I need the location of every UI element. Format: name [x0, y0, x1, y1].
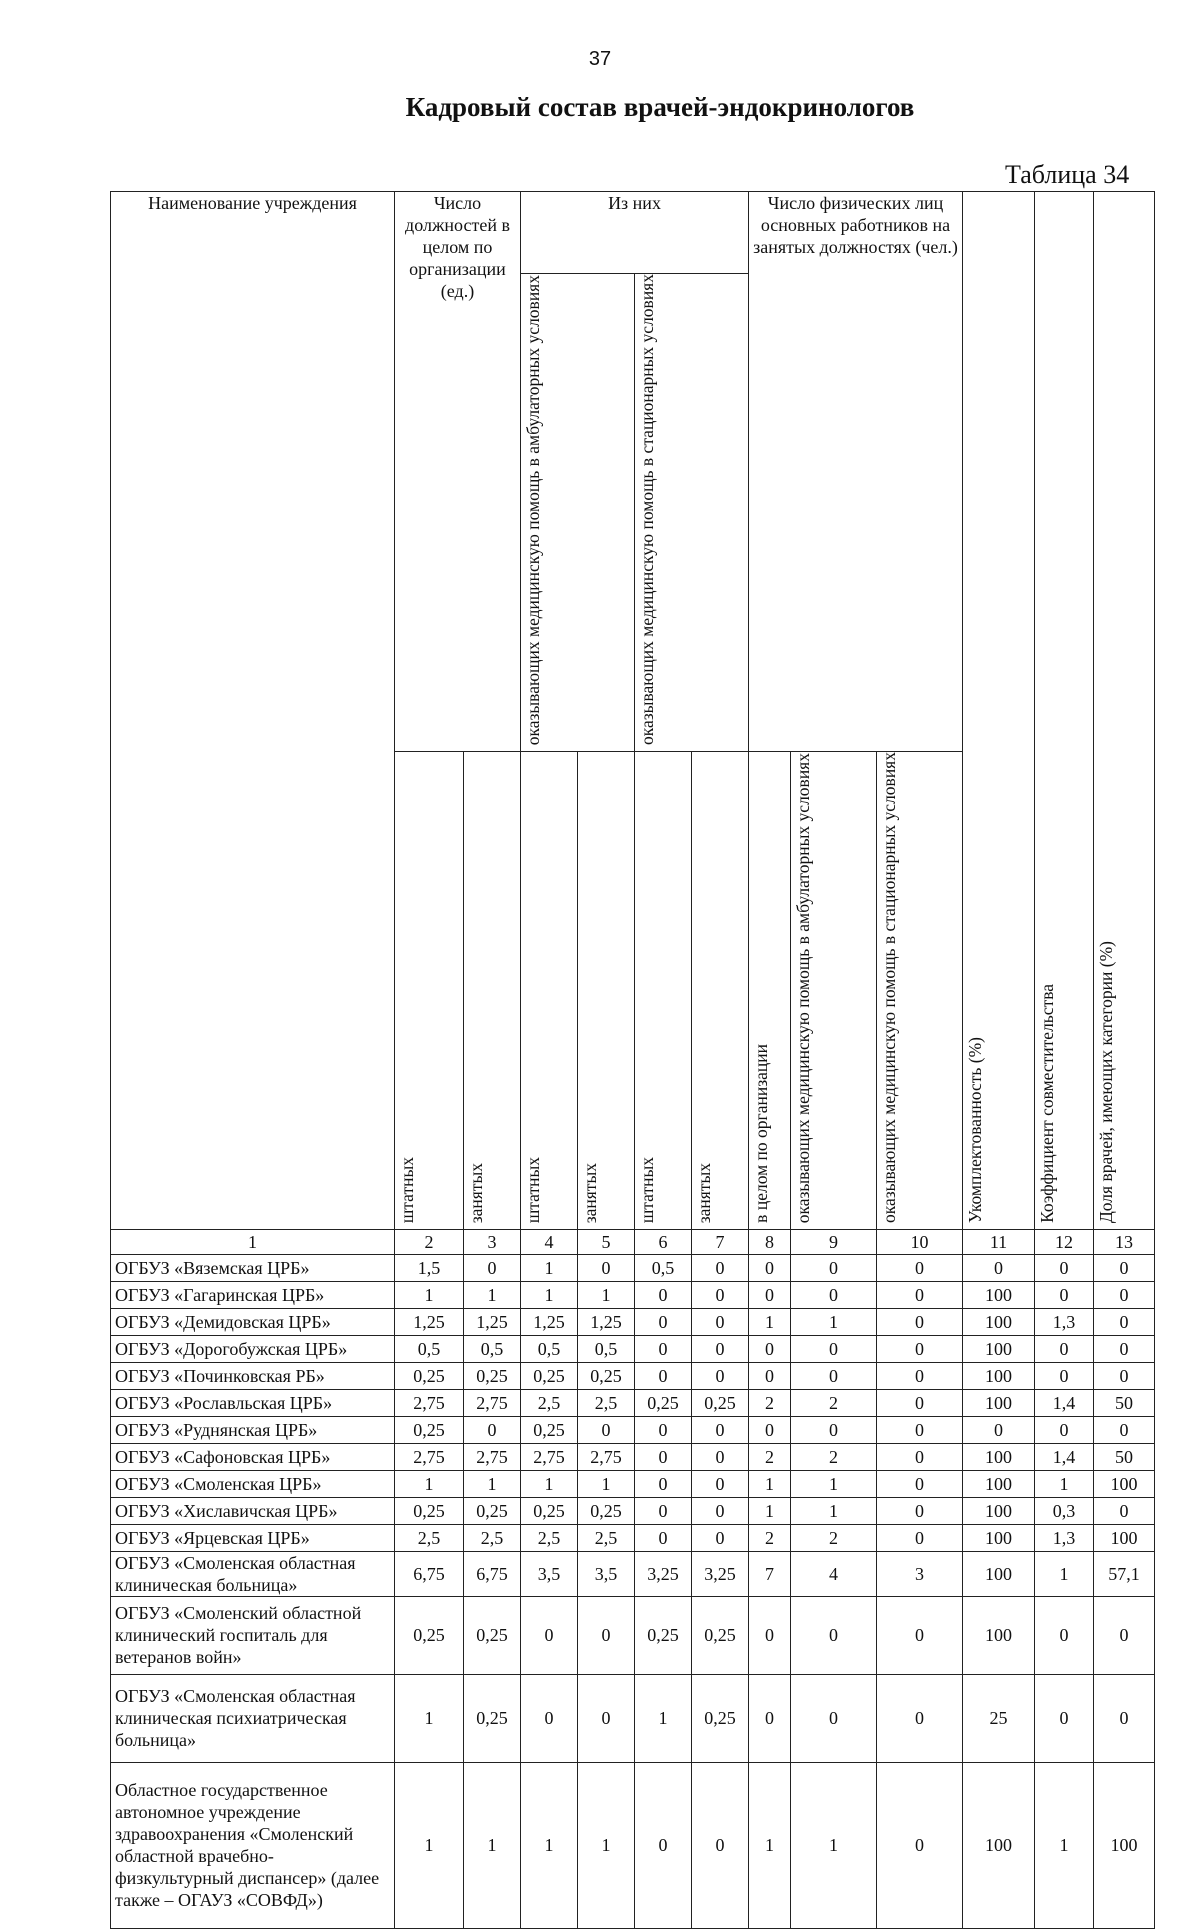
cell-value: 0	[1094, 1416, 1155, 1443]
cell-value: 2,5	[521, 1389, 578, 1416]
cell-value: 0	[791, 1416, 877, 1443]
cell-value: 0	[963, 1254, 1035, 1281]
institution-name: ОГБУЗ «Рославльская ЦРБ»	[111, 1389, 395, 1416]
cell-value: 0	[464, 1254, 521, 1281]
cell-value: 0,25	[578, 1497, 635, 1524]
cell-value: 2	[791, 1443, 877, 1470]
cell-value: 0,25	[395, 1497, 464, 1524]
header-staff: штатных	[521, 751, 578, 1229]
cell-value: 1	[395, 1762, 464, 1928]
header-staff: штатных	[635, 751, 692, 1229]
cell-value: 1,25	[521, 1308, 578, 1335]
cell-value: 0	[692, 1335, 749, 1362]
cell-value: 0	[791, 1362, 877, 1389]
cell-value: 0	[1094, 1335, 1155, 1362]
cell-value: 0,25	[692, 1389, 749, 1416]
cell-value: 0,5	[395, 1335, 464, 1362]
cell-value: 1	[749, 1497, 791, 1524]
cell-value: 100	[963, 1762, 1035, 1928]
cell-value: 25	[963, 1674, 1035, 1762]
cell-value: 1	[1035, 1551, 1094, 1596]
cell-value: 0	[692, 1470, 749, 1497]
table-row	[111, 1281, 1155, 1308]
cell-value: 3,5	[578, 1551, 635, 1596]
cell-value: 0	[578, 1416, 635, 1443]
cell-value: 0	[1035, 1362, 1094, 1389]
table-row	[111, 1308, 1155, 1335]
column-number: 5	[578, 1229, 635, 1254]
header-persons-stat: оказывающих медицинскую помощь в стационарных условиях	[877, 751, 963, 1229]
cell-value: 0	[692, 1497, 749, 1524]
cell-value: 0	[1094, 1674, 1155, 1762]
table-row	[111, 1497, 1155, 1524]
table-row	[111, 1596, 1155, 1674]
cell-value: 50	[1094, 1443, 1155, 1470]
header-org-total: в целом по организации	[749, 751, 791, 1229]
cell-value: 1,25	[395, 1308, 464, 1335]
column-number: 11	[963, 1229, 1035, 1254]
column-number: 8	[749, 1229, 791, 1254]
cell-value: 0	[635, 1470, 692, 1497]
cell-value: 0	[877, 1524, 963, 1551]
page-title: Кадровый состав врачей-эндокринологов	[405, 92, 915, 122]
column-number: 12	[1035, 1229, 1094, 1254]
header-persons: Число физических лиц основных работников на занятых должностях (чел.)	[749, 192, 963, 752]
cell-value: 0,25	[395, 1362, 464, 1389]
cell-value: 1,4	[1035, 1389, 1094, 1416]
cell-value: 0	[1094, 1596, 1155, 1674]
institution-name: ОГБУЗ «Вяземская ЦРБ»	[111, 1254, 395, 1281]
cell-value: 0	[877, 1362, 963, 1389]
column-number: 9	[791, 1229, 877, 1254]
cell-value: 0,25	[692, 1596, 749, 1674]
header-name: Наименование учреждения	[111, 192, 395, 1230]
cell-value: 2,75	[395, 1443, 464, 1470]
institution-name: ОГБУЗ «Руднянская ЦРБ»	[111, 1416, 395, 1443]
cell-value: 0	[635, 1416, 692, 1443]
cell-value: 0,5	[578, 1335, 635, 1362]
cell-value: 0	[877, 1497, 963, 1524]
cell-value: 1	[749, 1308, 791, 1335]
cell-value: 1	[464, 1762, 521, 1928]
cell-value: 0	[521, 1596, 578, 1674]
cell-value: 0	[635, 1524, 692, 1551]
institution-name: ОГБУЗ «Починковская РБ»	[111, 1362, 395, 1389]
cell-value: 1	[395, 1281, 464, 1308]
cell-value: 7	[749, 1551, 791, 1596]
cell-value: 0	[1035, 1281, 1094, 1308]
cell-value: 1	[791, 1470, 877, 1497]
cell-value: 0	[692, 1308, 749, 1335]
staff-table	[110, 191, 1155, 1929]
column-number: 1	[111, 1229, 395, 1254]
page-number: 37	[588, 48, 612, 70]
table-row	[111, 1551, 1155, 1596]
cell-value: 1	[1035, 1762, 1094, 1928]
institution-name: ОГБУЗ «Смоленская областная клиническая больница»	[111, 1551, 395, 1596]
cell-value: 2,5	[521, 1524, 578, 1551]
cell-value: 100	[963, 1443, 1035, 1470]
table-row	[111, 1443, 1155, 1470]
cell-value: 0	[877, 1335, 963, 1362]
table-row	[111, 1674, 1155, 1762]
cell-value: 1	[521, 1254, 578, 1281]
table-caption: Таблица 34	[1005, 160, 1130, 189]
cell-value: 0,25	[521, 1362, 578, 1389]
cell-value: 0	[692, 1281, 749, 1308]
cell-value: 2	[749, 1524, 791, 1551]
header-staff: штатных	[395, 751, 464, 1229]
cell-value: 0	[749, 1362, 791, 1389]
cell-value: 0	[749, 1335, 791, 1362]
cell-value: 0	[1035, 1254, 1094, 1281]
cell-value: 0	[1035, 1596, 1094, 1674]
cell-value: 0	[692, 1254, 749, 1281]
cell-value: 0	[635, 1335, 692, 1362]
cell-value: 1	[578, 1762, 635, 1928]
institution-name: ОГБУЗ «Смоленская областная клиническая психиатрическая больница»	[111, 1674, 395, 1762]
cell-value: 0	[635, 1362, 692, 1389]
cell-value: 100	[963, 1596, 1035, 1674]
cell-value: 100	[963, 1470, 1035, 1497]
cell-value: 0	[877, 1443, 963, 1470]
cell-value: 100	[1094, 1762, 1155, 1928]
cell-value: 0,25	[521, 1497, 578, 1524]
cell-value: 0	[963, 1416, 1035, 1443]
institution-name: Областное государственное автономное учреждение здравоохранения «Смоленский областной врачебно-физкультурный диспансер» (далее также – ОГАУЗ «СОВФД»)	[111, 1762, 395, 1928]
cell-value: 0	[578, 1596, 635, 1674]
cell-value: 0,25	[692, 1674, 749, 1762]
cell-value: 0,25	[521, 1416, 578, 1443]
cell-value: 0	[692, 1416, 749, 1443]
cell-value: 0	[635, 1497, 692, 1524]
cell-value: 0	[877, 1416, 963, 1443]
cell-value: 3,5	[521, 1551, 578, 1596]
cell-value: 0	[877, 1762, 963, 1928]
table-row	[111, 1416, 1155, 1443]
cell-value: 1	[635, 1674, 692, 1762]
cell-value: 0	[635, 1308, 692, 1335]
cell-value: 100	[963, 1524, 1035, 1551]
cell-value: 0	[1094, 1308, 1155, 1335]
header-of-them: Из них	[521, 192, 749, 274]
cell-value: 0	[1094, 1497, 1155, 1524]
cell-value: 0,25	[635, 1389, 692, 1416]
column-number: 2	[395, 1229, 464, 1254]
cell-value: 1	[464, 1281, 521, 1308]
cell-value: 0	[877, 1254, 963, 1281]
cell-value: 2,75	[464, 1389, 521, 1416]
cell-value: 6,75	[395, 1551, 464, 1596]
header-positions-total: Число должностей в целом по организации (ед.)	[395, 192, 521, 752]
institution-name: ОГБУЗ «Демидовская ЦРБ»	[111, 1308, 395, 1335]
institution-name: ОГБУЗ «Ярцевская ЦРБ»	[111, 1524, 395, 1551]
cell-value: 0	[692, 1762, 749, 1928]
cell-value: 100	[963, 1362, 1035, 1389]
cell-value: 2,75	[464, 1443, 521, 1470]
table-row	[111, 1335, 1155, 1362]
cell-value: 0	[1094, 1362, 1155, 1389]
cell-value: 1,3	[1035, 1524, 1094, 1551]
header-category-share: Доля врачей, имеющих категории (%)	[1094, 192, 1155, 1230]
cell-value: 1	[578, 1281, 635, 1308]
table-row	[111, 1524, 1155, 1551]
header-occupied: занятых	[464, 751, 521, 1229]
cell-value: 0	[877, 1389, 963, 1416]
cell-value: 0	[1035, 1416, 1094, 1443]
cell-value: 1	[749, 1470, 791, 1497]
cell-value: 0	[749, 1674, 791, 1762]
cell-value: 0	[749, 1254, 791, 1281]
cell-value: 0	[877, 1308, 963, 1335]
table-row	[111, 1389, 1155, 1416]
table-row	[111, 1362, 1155, 1389]
cell-value: 1	[1035, 1470, 1094, 1497]
column-numbers-row	[111, 1229, 1155, 1254]
cell-value: 0	[1094, 1254, 1155, 1281]
cell-value: 100	[963, 1335, 1035, 1362]
cell-value: 0,5	[521, 1335, 578, 1362]
cell-value: 2,75	[521, 1443, 578, 1470]
institution-name: ОГБУЗ «Дорогобужская ЦРБ»	[111, 1335, 395, 1362]
column-number: 10	[877, 1229, 963, 1254]
cell-value: 0	[521, 1674, 578, 1762]
column-number: 13	[1094, 1229, 1155, 1254]
column-number: 3	[464, 1229, 521, 1254]
cell-value: 2	[749, 1389, 791, 1416]
cell-value: 1	[791, 1308, 877, 1335]
cell-value: 2	[749, 1443, 791, 1470]
header-occupied: занятых	[692, 751, 749, 1229]
cell-value: 0	[877, 1281, 963, 1308]
cell-value: 0	[749, 1596, 791, 1674]
cell-value: 0	[1094, 1281, 1155, 1308]
cell-value: 0,5	[464, 1335, 521, 1362]
cell-value: 3	[877, 1551, 963, 1596]
cell-value: 100	[963, 1308, 1035, 1335]
cell-value: 4	[791, 1551, 877, 1596]
cell-value: 1,4	[1035, 1443, 1094, 1470]
institution-name: ОГБУЗ «Гагаринская ЦРБ»	[111, 1281, 395, 1308]
column-number: 7	[692, 1229, 749, 1254]
table-body	[111, 1229, 1155, 1928]
cell-value: 1,3	[1035, 1308, 1094, 1335]
cell-value: 0	[635, 1443, 692, 1470]
cell-value: 0	[877, 1596, 963, 1674]
header-coefficient: Коэффициент совместительства	[1035, 192, 1094, 1230]
cell-value: 1	[791, 1762, 877, 1928]
cell-value: 100	[963, 1389, 1035, 1416]
cell-value: 0,25	[395, 1596, 464, 1674]
cell-value: 0,3	[1035, 1497, 1094, 1524]
cell-value: 1	[395, 1674, 464, 1762]
cell-value: 0	[749, 1416, 791, 1443]
cell-value: 0	[692, 1524, 749, 1551]
header-staffing: Укомплектованность (%)	[963, 192, 1035, 1230]
cell-value: 1,25	[464, 1308, 521, 1335]
cell-value: 1	[521, 1281, 578, 1308]
cell-value: 0	[635, 1762, 692, 1928]
cell-value: 0	[791, 1596, 877, 1674]
header-occupied: занятых	[578, 751, 635, 1229]
column-number: 6	[635, 1229, 692, 1254]
cell-value: 57,1	[1094, 1551, 1155, 1596]
cell-value: 0	[877, 1674, 963, 1762]
institution-name: ОГБУЗ «Смоленская ЦРБ»	[111, 1470, 395, 1497]
cell-value: 0	[791, 1335, 877, 1362]
header-persons-amb: оказывающих медицинскую помощь в амбулаторных условиях	[791, 751, 877, 1229]
cell-value: 0	[578, 1254, 635, 1281]
cell-value: 0,25	[635, 1596, 692, 1674]
cell-value: 2	[791, 1524, 877, 1551]
header-ambulatory: оказывающих медицинскую помощь в амбулаторных условиях	[521, 274, 635, 752]
cell-value: 0,25	[464, 1362, 521, 1389]
cell-value: 3,25	[692, 1551, 749, 1596]
header-stationary: оказывающих медицинскую помощь в стационарных условиях	[635, 274, 749, 752]
cell-value: 1	[395, 1470, 464, 1497]
cell-value: 0	[635, 1281, 692, 1308]
cell-value: 2,5	[395, 1524, 464, 1551]
cell-value: 0	[464, 1416, 521, 1443]
cell-value: 3,25	[635, 1551, 692, 1596]
cell-value: 1,5	[395, 1254, 464, 1281]
cell-value: 0,5	[635, 1254, 692, 1281]
cell-value: 2,75	[578, 1443, 635, 1470]
institution-name: ОГБУЗ «Хиславичская ЦРБ»	[111, 1497, 395, 1524]
cell-value: 0	[1035, 1674, 1094, 1762]
cell-value: 0,25	[464, 1596, 521, 1674]
table-row	[111, 1254, 1155, 1281]
cell-value: 0,25	[464, 1497, 521, 1524]
cell-value: 1,25	[578, 1308, 635, 1335]
cell-value: 100	[963, 1551, 1035, 1596]
institution-name: ОГБУЗ «Сафоновская ЦРБ»	[111, 1443, 395, 1470]
cell-value: 6,75	[464, 1551, 521, 1596]
cell-value: 100	[1094, 1524, 1155, 1551]
cell-value: 2	[791, 1389, 877, 1416]
cell-value: 2,5	[578, 1389, 635, 1416]
cell-value: 2,5	[578, 1524, 635, 1551]
cell-value: 0	[791, 1674, 877, 1762]
cell-value: 1	[521, 1762, 578, 1928]
cell-value: 1	[791, 1497, 877, 1524]
table-row	[111, 1762, 1155, 1928]
cell-value: 100	[963, 1281, 1035, 1308]
cell-value: 0	[1035, 1335, 1094, 1362]
cell-value: 0	[578, 1674, 635, 1762]
cell-value: 2,75	[395, 1389, 464, 1416]
institution-name: ОГБУЗ «Смоленский областной клинический госпиталь для ветеранов войн»	[111, 1596, 395, 1674]
cell-value: 0,25	[578, 1362, 635, 1389]
cell-value: 100	[963, 1497, 1035, 1524]
column-number: 4	[521, 1229, 578, 1254]
cell-value: 0	[692, 1362, 749, 1389]
cell-value: 2,5	[464, 1524, 521, 1551]
cell-value: 1	[521, 1470, 578, 1497]
cell-value: 0	[877, 1470, 963, 1497]
cell-value: 0	[692, 1443, 749, 1470]
cell-value: 0	[749, 1281, 791, 1308]
cell-value: 1	[749, 1762, 791, 1928]
cell-value: 0	[791, 1254, 877, 1281]
table-row	[111, 1470, 1155, 1497]
cell-value: 0,25	[464, 1674, 521, 1762]
cell-value: 1	[578, 1470, 635, 1497]
cell-value: 50	[1094, 1389, 1155, 1416]
cell-value: 1	[464, 1470, 521, 1497]
cell-value: 0,25	[395, 1416, 464, 1443]
cell-value: 100	[1094, 1470, 1155, 1497]
cell-value: 0	[791, 1281, 877, 1308]
